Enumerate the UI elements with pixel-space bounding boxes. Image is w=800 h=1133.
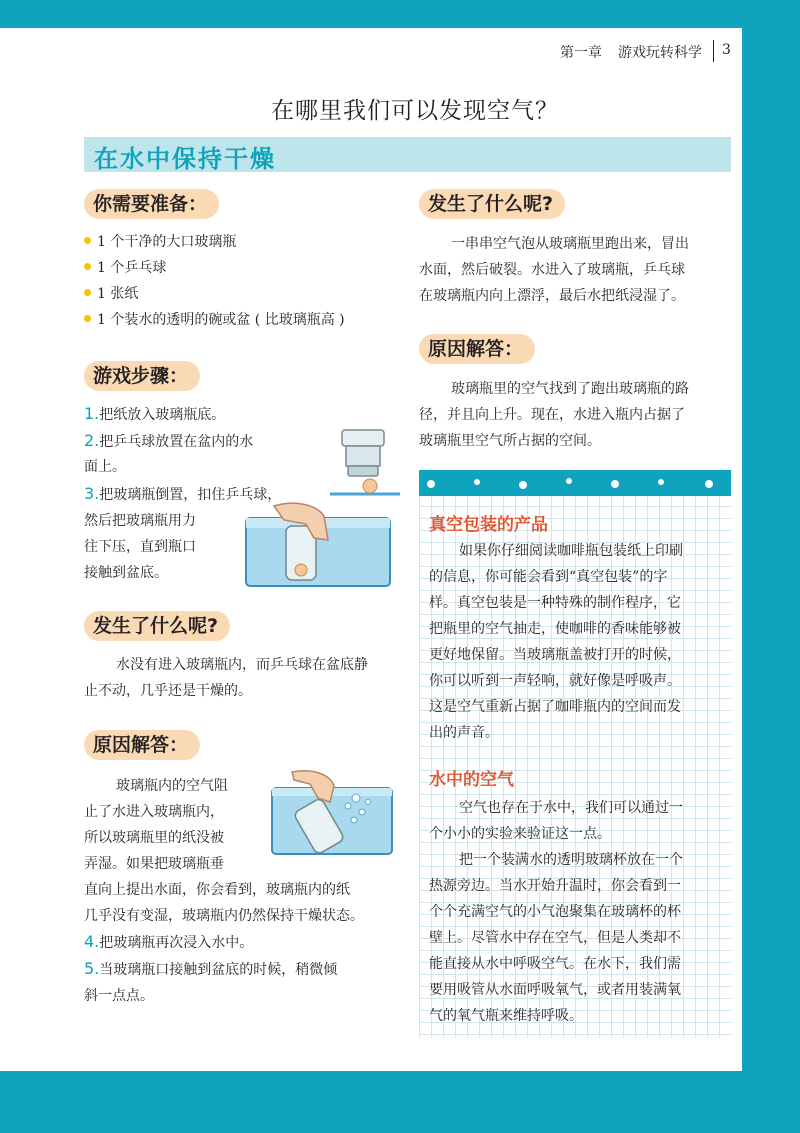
materials-item: 1 个乒乓球: [84, 258, 166, 278]
step-3-cont: 接触到盆底。: [84, 565, 168, 581]
sidebar-text-water-air: 空气也存在于水中，我们可以通过一: [459, 800, 683, 816]
right-why-heading: 原因解答：: [419, 334, 535, 364]
left-why-text: 几乎没有变湿，玻璃瓶内仍然保持干燥状态。: [84, 908, 364, 924]
step-1: 1.把纸放入玻璃瓶底。: [84, 404, 226, 423]
bullet-dot-icon: [84, 289, 91, 296]
materials-item: 1 张纸: [84, 284, 138, 304]
sidebar-text-vacuum: 如果你仔细阅读咖啡瓶包装纸上印刷: [459, 543, 683, 559]
right-why-text: 玻璃瓶里的空气找到了跑出玻璃瓶的路: [451, 381, 689, 397]
sidebar-text-vacuum: 更好地保留。当玻璃瓶盖被打开的时候，: [429, 647, 681, 663]
left-why-text: 所以玻璃瓶里的纸没被: [84, 830, 224, 846]
sidebar-text-vacuum: 样。真空包装是一种特殊的制作程序，它: [429, 595, 681, 611]
materials-item: 1 个干净的大口玻璃瓶: [84, 232, 236, 252]
top-border-band: [0, 0, 800, 28]
tilted-jar-bubbles-illustration: [270, 768, 394, 858]
section-title: 在水中保持干燥: [94, 145, 276, 173]
sidebar-heading-vacuum: 真空包装的产品: [429, 515, 548, 535]
header-separator: [713, 40, 714, 62]
sidebar-text-vacuum: 这是空气重新占据了咖啡瓶内的空间而发: [429, 699, 681, 715]
materials-item: 1 个装水的透明的碗或盆 ( 比玻璃瓶高 ): [84, 310, 345, 330]
left-what-text: 水没有进入玻璃瓶内，而乒乓球在盆底静: [116, 657, 368, 673]
right-what-heading: 发生了什么呢?: [419, 189, 565, 219]
sidebar-text-vacuum: 出的声音。: [429, 725, 499, 741]
step-5-cont: 斜一点点。: [84, 988, 154, 1004]
step-5: 5.当玻璃瓶口接触到盆底的时候，稍微倾: [84, 959, 338, 978]
bullet-dot-icon: [84, 237, 91, 244]
sidebar-text-water-air: 热源旁边。当水开始升温时，你会看到一: [429, 878, 681, 894]
bottom-border-band: [0, 1071, 800, 1133]
sidebar-text-vacuum: 的信息，你可能会看到“真空包装”的字: [429, 569, 668, 585]
running-header-title: 游戏玩转科学: [618, 45, 702, 61]
left-why-text: 直向上提出水面，你会看到，玻璃瓶内的纸: [84, 882, 350, 898]
step-3-cont: 然后把玻璃瓶用力: [84, 513, 196, 529]
page-title: 在哪里我们可以发现空气？: [271, 98, 559, 124]
sidebar-text-water-air: 壁上。尽管水中存在空气，但是人类却不: [429, 930, 681, 946]
sidebar-text-water-air: 要用吸管从水面呼吸氧气，或者用装满氧: [429, 982, 681, 998]
sidebar-text-water-air: 气的氧气瓶来维持呼吸。: [429, 1008, 583, 1024]
left-what-heading: 发生了什么呢?: [84, 611, 230, 641]
step-2: 2.把乒乓球放置在盆内的水: [84, 431, 254, 450]
left-why-text: 玻璃瓶内的空气阻: [116, 778, 228, 794]
step-3: 3.把玻璃瓶倒置，扣住乒乓球，: [84, 484, 282, 503]
sidebar-text-water-air: 能直接从水中呼吸空气。在水下，我们需: [429, 956, 681, 972]
materials-heading: 你需要准备：: [84, 189, 219, 219]
step-3-cont: 往下压，直到瓶口: [84, 539, 196, 555]
right-why-text: 径，并且向上升。现在，水进入瓶内占据了: [419, 407, 685, 423]
right-what-text: 一串串空气泡从玻璃瓶里跑出来，冒出: [451, 236, 689, 252]
jar-above-ball-illustration: [330, 428, 400, 500]
page-number: 3: [722, 42, 731, 58]
right-what-text: 在玻璃瓶内向上漂浮，最后水把纸浸湿了。: [419, 288, 685, 304]
right-border-band: [742, 0, 800, 1133]
bullet-dot-icon: [84, 315, 91, 322]
sidebar-text-vacuum: 把瓶里的空气抽走，使咖啡的香味能够被: [429, 621, 681, 637]
step-2-cont: 面上。: [84, 459, 126, 475]
sidebar-text-vacuum: 你可以听到一声轻响，就好像是呼吸声。: [429, 673, 681, 689]
running-header-chapter: 第一章: [560, 45, 602, 61]
right-what-text: 水面，然后破裂。水进入了玻璃瓶，乒乓球: [419, 262, 685, 278]
step-4: 4.把玻璃瓶再次浸入水中。: [84, 932, 254, 951]
left-why-text: 弄湿。如果把玻璃瓶垂: [84, 856, 224, 872]
sidebar-text-water-air: 个小小的实验来验证这一点。: [429, 826, 611, 842]
sidebar-text-water-air: 把一个装满水的透明玻璃杯放在一个: [459, 852, 683, 868]
sidebar-heading-water-air: 水中的空气: [429, 770, 514, 790]
sidebar-text-water-air: 个个充满空气的小气泡聚集在玻璃杯的杯: [429, 904, 681, 920]
right-why-text: 玻璃瓶里空气所占据的空间。: [419, 433, 601, 449]
decorative-flowers-strip: [419, 470, 731, 496]
bullet-dot-icon: [84, 263, 91, 270]
left-what-text: 止不动，几乎还是干燥的。: [84, 683, 252, 699]
steps-heading: 游戏步骤：: [84, 361, 200, 391]
left-why-heading: 原因解答：: [84, 730, 200, 760]
left-why-text: 止了水进入玻璃瓶内，: [84, 804, 224, 820]
jar-pressed-into-basin-illustration: [244, 500, 394, 588]
